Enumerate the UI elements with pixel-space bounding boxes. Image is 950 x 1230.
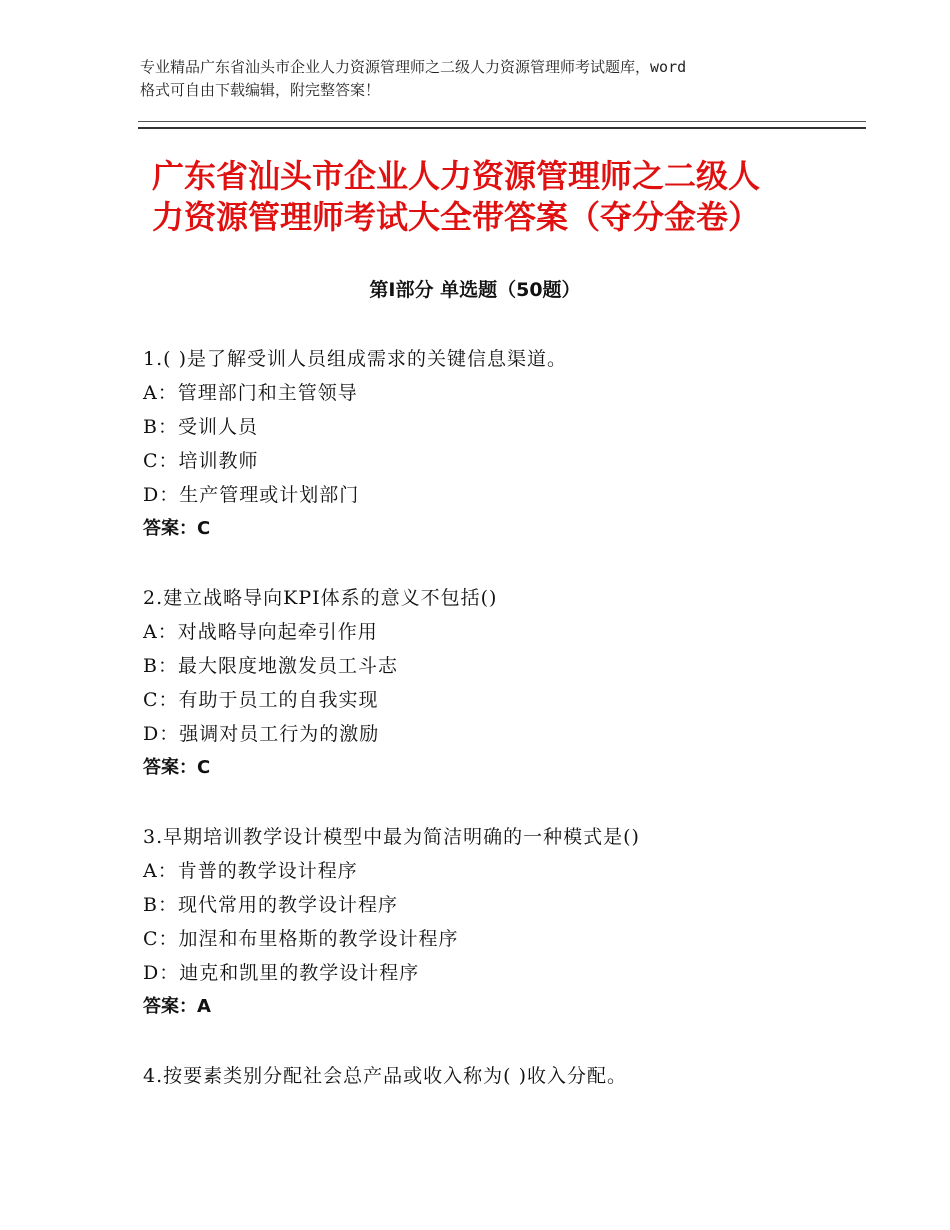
- option-a: A：肯普的教学设计程序: [143, 860, 358, 882]
- question-text: 1.( )是了解受训人员组成需求的关键信息渠道。: [143, 348, 567, 370]
- option-c: C：有助于员工的自我实现: [143, 689, 379, 711]
- section-heading: 第Ⅰ部分 单选题（50题）: [369, 279, 581, 301]
- option-c: C：加涅和布里格斯的教学设计程序: [143, 928, 459, 950]
- header-note-line-2: 格式可自由下载编辑，附完整答案！: [140, 81, 381, 99]
- question-text: 4.按要素类别分配社会总产品或收入称为( )收入分配。: [143, 1065, 627, 1087]
- option-b: B：现代常用的教学设计程序: [143, 894, 398, 916]
- header-divider: [138, 121, 866, 129]
- option-d: D：迪克和凯里的教学设计程序: [143, 962, 420, 984]
- option-b: B：最大限度地激发员工斗志: [143, 655, 398, 677]
- document-title-line-2: 力资源管理师考试大全带答案（夺分金卷）: [152, 198, 761, 236]
- option-c: C：培训教师: [143, 450, 259, 472]
- option-a: A：对战略导向起牵引作用: [143, 621, 378, 643]
- option-b: B：受训人员: [143, 416, 258, 438]
- question-text: 3.早期培训教学设计模型中最为简洁明确的一种模式是(): [143, 826, 640, 848]
- question-text: 2.建立战略导向KPI体系的意义不包括(): [143, 587, 498, 609]
- question-item: [143, 820, 863, 1024]
- question-item: [143, 342, 863, 546]
- answer-text: 答案：C: [143, 518, 211, 539]
- question-item: [143, 581, 863, 785]
- header-note: [140, 56, 840, 102]
- answer-text: 答案：A: [143, 996, 211, 1017]
- answer-text: 答案：C: [143, 757, 211, 778]
- option-d: D：生产管理或计划部门: [143, 484, 360, 506]
- header-note-line-1: 专业精品广东省汕头市企业人力资源管理师之二级人力资源管理师考试题库，word: [140, 58, 687, 76]
- document-title-line-1: 广东省汕头市企业人力资源管理师之二级人: [152, 157, 761, 195]
- question-item: [143, 1059, 863, 1093]
- option-d: D：强调对员工行为的激励: [143, 723, 380, 745]
- document-title: [152, 156, 842, 238]
- option-a: A：管理部门和主管领导: [143, 382, 358, 404]
- question-list: [143, 342, 863, 1128]
